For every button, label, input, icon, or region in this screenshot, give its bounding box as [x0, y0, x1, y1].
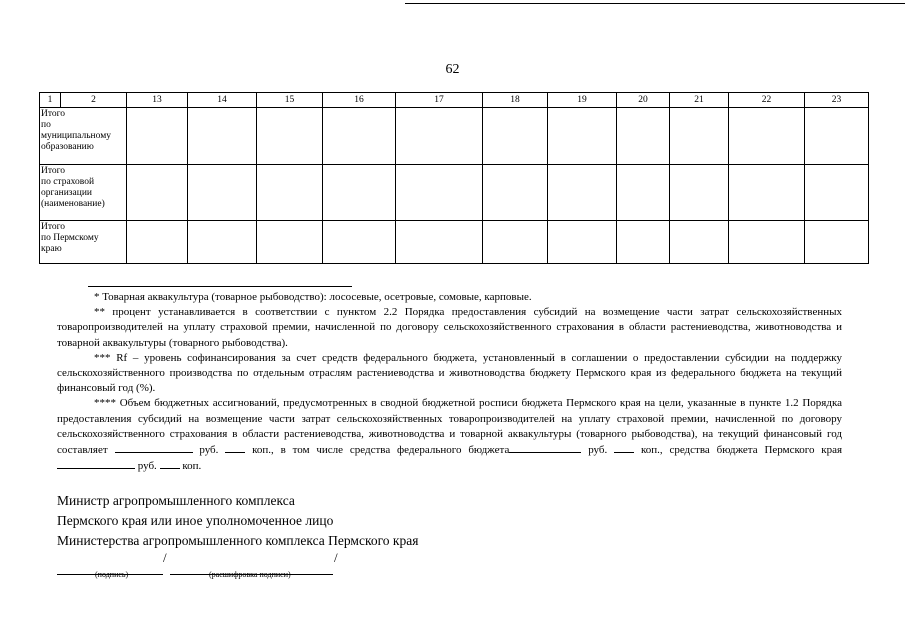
- table-cell: [188, 108, 257, 165]
- table-cell: [729, 108, 805, 165]
- table-cell: [729, 165, 805, 221]
- amount-total-rub-blank: [115, 442, 193, 453]
- amount-federal-kop-blank: [614, 442, 634, 453]
- footnote-2: ** процент устанавливается в соответствии с пунктом 2.2 Порядка предоставления субсидий на возмещение части затрат сельскохозяйственных товаропроизводителей на уплату страховой премии, начисленной по договору сельскохозяйственного страхования в области растениеводства, животноводства и товарной аквакультуры (товарного рыбоводства).: [57, 306, 842, 349]
- column-header: 18: [483, 93, 548, 108]
- table-cell: [323, 221, 396, 264]
- table-header-row: [40, 93, 869, 108]
- table-cell: [257, 165, 323, 221]
- table-cell: [617, 108, 670, 165]
- signatory-line-2: Пермского края или иное уполномоченное лицо: [57, 513, 334, 528]
- table-cell: [483, 221, 548, 264]
- table-cell: [396, 108, 483, 165]
- table-cell: [323, 165, 396, 221]
- page-number: 62: [445, 62, 460, 77]
- table-row: [40, 165, 869, 221]
- table-cell: [188, 221, 257, 264]
- table-cell: [670, 165, 729, 221]
- column-header: 23: [805, 93, 869, 108]
- column-header: 19: [548, 93, 617, 108]
- column-header: 21: [670, 93, 729, 108]
- table-cell: [483, 108, 548, 165]
- data-table: [39, 92, 869, 264]
- column-header: 14: [188, 93, 257, 108]
- signature-caption: (подпись): [95, 570, 129, 579]
- top-border-line: [405, 3, 905, 4]
- table-cell: [617, 165, 670, 221]
- column-header: 17: [396, 93, 483, 108]
- row-label-insurer: Итого по страховой организации (наименование): [40, 165, 127, 221]
- table-cell: [670, 221, 729, 264]
- table-cell: [323, 108, 396, 165]
- footnote-1: * Товарная аквакультура (товарное рыбоводство): лососевые, осетровые, сомовые, карповые.: [94, 291, 532, 303]
- row-label-municipal: Итого по муниципальному образованию: [40, 108, 127, 165]
- table-cell: [670, 108, 729, 165]
- signature-slash: /: [163, 550, 167, 565]
- table-cell: [805, 221, 869, 264]
- column-header: 13: [127, 93, 188, 108]
- signature-decode-caption: (расшифровка подписи): [209, 570, 291, 579]
- signatory-block: [57, 491, 418, 551]
- amount-federal-rub-blank: [509, 442, 581, 453]
- table-cell: [127, 165, 188, 221]
- table-cell: [617, 221, 670, 264]
- amount-regional-kop-blank: [160, 458, 180, 469]
- table-cell: [188, 165, 257, 221]
- table-cell: [805, 108, 869, 165]
- amount-total-kop-blank: [225, 442, 245, 453]
- footnote-3: *** Rf – уровень софинансирования за счет средств федерального бюджета, установленный в соглашении о предоставлении субсидии на поддержку сельскохозяйственного производства по отдельным отраслям растениеводства и животноводства бюджету Пермского края из федерального бюджета на текущий финансовый год (%).: [57, 351, 842, 395]
- table-cell: [548, 108, 617, 165]
- table-cell: [729, 221, 805, 264]
- signatory-line-3: Министерства агропромышленного комплекса Пермского края: [57, 533, 419, 548]
- table-cell: [805, 165, 869, 221]
- table-cell: [483, 165, 548, 221]
- table-cell: [127, 108, 188, 165]
- footnote-4: **** Объем бюджетных ассигнований, предусмотренных в сводной бюджетной росписи бюджета Пермского края на цели, указанные в пункте 1.2 Порядка предоставления субсидий на возмещение части затрат сельскохозяйственных товаропроизводителей на уплату страховой премии, начисленной по договору сельскохозяйственного страхования в области растениеводства, животноводства и товарной аквакультуры (товарного рыбоводства), на текущий финансовый год составляет руб. коп., в том числе средства федерального бюджета руб. коп., средства бюджета Пермского края руб. коп.: [57, 397, 843, 473]
- footnotes: [57, 290, 842, 474]
- signatory-line-1: Министр агропромышленного комплекса: [57, 493, 295, 508]
- column-header: 1: [40, 93, 61, 108]
- table-row: [40, 108, 869, 165]
- amount-regional-rub-blank: [57, 458, 135, 469]
- table-cell: [396, 165, 483, 221]
- table-cell: [548, 165, 617, 221]
- column-header: 22: [729, 93, 805, 108]
- column-header: 16: [323, 93, 396, 108]
- column-header: 15: [257, 93, 323, 108]
- table-row: [40, 221, 869, 264]
- table-cell: [396, 221, 483, 264]
- column-header: 2: [61, 93, 127, 108]
- footnote-separator: [88, 286, 352, 287]
- signature-decode-slash: /: [334, 550, 338, 565]
- row-label-region: Итого по Пермскому краю: [40, 221, 127, 264]
- column-header: 20: [617, 93, 670, 108]
- table-cell: [548, 221, 617, 264]
- table-cell: [257, 108, 323, 165]
- table-cell: [127, 221, 188, 264]
- table-cell: [257, 221, 323, 264]
